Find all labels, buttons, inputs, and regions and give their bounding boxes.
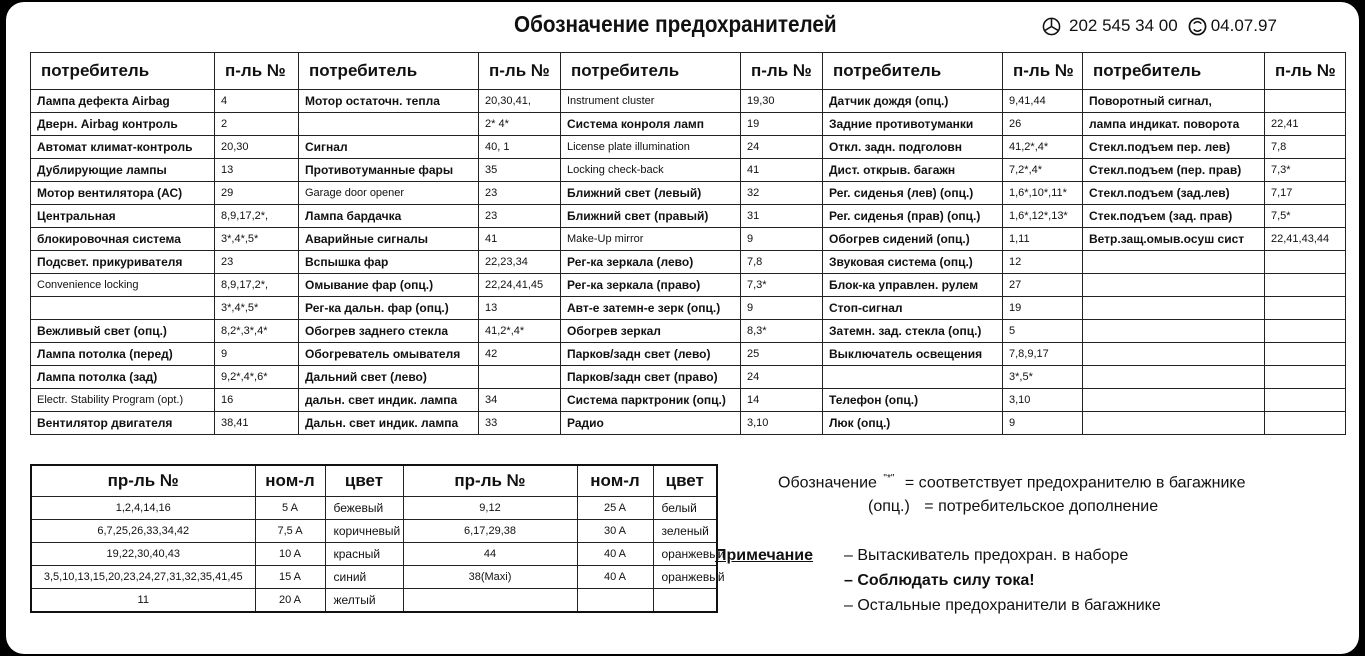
fuse-number-cell: 16 <box>215 389 299 412</box>
fuse-number-cell: 9 <box>741 297 823 320</box>
rating-cell: 40 A <box>577 566 653 589</box>
consumer-cell <box>1083 251 1265 274</box>
fuse-numbers-cell: 19,22,30,40,43 <box>31 543 255 566</box>
consumer-cell: Вентилятор двигателя <box>31 412 215 435</box>
table-row <box>31 90 1346 113</box>
consumer-cell: Дист. открыв. багажн <box>823 159 1003 182</box>
fuse-number-cell: 7,3* <box>741 274 823 297</box>
fuse-number-cell: 23 <box>479 205 561 228</box>
table-row <box>31 251 1346 274</box>
fuse-number-cell: 38,41 <box>215 412 299 435</box>
table-row <box>31 205 1346 228</box>
consumer-cell: Выключатель освещения <box>823 343 1003 366</box>
column-header: п-ль № <box>215 53 299 90</box>
fuse-number-cell: 3*,5* <box>1003 366 1083 389</box>
note-label: Примечание <box>715 547 814 564</box>
consumer-cell: Рег-ка дальн. фар (опц.) <box>299 297 479 320</box>
fuse-number-cell: 34 <box>479 389 561 412</box>
fuse-number-cell <box>1265 412 1346 435</box>
fuse-number-cell: 32 <box>741 182 823 205</box>
consumer-cell: Лампа бардачка <box>299 205 479 228</box>
fuse-number-cell: 12 <box>1003 251 1083 274</box>
fuse-number-cell: 9 <box>741 228 823 251</box>
fuse-number-cell: 22,41,43,44 <box>1265 228 1346 251</box>
fuse-number-cell: 22,41 <box>1265 113 1346 136</box>
consumer-cell: Вежливый свет (опц.) <box>31 320 215 343</box>
table-row <box>31 366 1346 389</box>
consumer-cell: Задние противотуманки <box>823 113 1003 136</box>
part-number: 202 545 34 00 <box>1069 16 1178 35</box>
part-number-line <box>1042 16 1277 36</box>
mercedes-star-icon <box>1042 17 1061 36</box>
rating-cell: 25 A <box>577 497 653 520</box>
consumer-cell: Затемн. зад. стекла (опц.) <box>823 320 1003 343</box>
fuse-number-cell: 31 <box>741 205 823 228</box>
fuse-number-cell: 41,2*,4* <box>479 320 561 343</box>
consumer-cell <box>31 297 215 320</box>
fuse-number-cell: 5 <box>1003 320 1083 343</box>
fuse-number-cell: 19,30 <box>741 90 823 113</box>
fuse-number-cell: 8,2*,3*,4* <box>215 320 299 343</box>
consumer-cell: License plate illumination <box>561 136 741 159</box>
legend-optional <box>868 498 1158 516</box>
legend-text: = соответствует предохранителю в багажнике <box>904 474 1246 492</box>
fuse-number-cell: 26 <box>1003 113 1083 136</box>
table-row <box>31 136 1346 159</box>
fuse-numbers-cell: 6,7,25,26,33,34,42 <box>31 520 255 543</box>
column-header: пр-ль № <box>31 465 255 497</box>
issue-date: 04.07.97 <box>1210 16 1277 35</box>
consumer-cell: Electr. Stability Program (opt.) <box>31 389 215 412</box>
consumer-cell: Система парктроник (опц.) <box>561 389 741 412</box>
consumer-cell: Рег. сиденья (прав) (опц.) <box>823 205 1003 228</box>
legend-symbol: "*" <box>883 473 895 484</box>
consumer-cell: Мотор вентилятора (АС) <box>31 182 215 205</box>
fuse-number-cell: 8,3* <box>741 320 823 343</box>
table-row <box>31 566 717 589</box>
consumer-cell: Стекл.подъем пер. лев) <box>1083 136 1265 159</box>
consumer-cell: Лампа потолка (перед) <box>31 343 215 366</box>
fuse-number-cell: 7,3* <box>1265 159 1346 182</box>
legend-text: = потребительское дополнение <box>924 498 1159 515</box>
consumer-cell: Откл. задн. подголовн <box>823 136 1003 159</box>
consumer-cell: Ветр.защ.омыв.осуш сист <box>1083 228 1265 251</box>
table-row <box>31 412 1346 435</box>
consumer-cell: Convenience locking <box>31 274 215 297</box>
legend-symbol: (опц.) <box>868 498 910 515</box>
fuse-number-cell: 7,8 <box>1265 136 1346 159</box>
fuse-number-cell: 7,8,9,17 <box>1003 343 1083 366</box>
rating-cell: 15 A <box>255 566 325 589</box>
column-header: п-ль № <box>1265 53 1346 90</box>
consumer-cell: Рег-ка зеркала (лево) <box>561 251 741 274</box>
consumer-cell: Подсвет. прикуривателя <box>31 251 215 274</box>
fuse-numbers-cell: 44 <box>403 543 577 566</box>
fuse-number-cell: 2* 4* <box>479 113 561 136</box>
consumer-cell <box>1083 412 1265 435</box>
consumer-cell: Мотор остаточн. тепла <box>299 90 479 113</box>
column-header: потребитель <box>561 53 741 90</box>
column-header: п-ль № <box>479 53 561 90</box>
consumer-cell: Поворотный сигнал, <box>1083 90 1265 113</box>
consumer-cell <box>1083 366 1265 389</box>
legend-designation <box>778 473 1245 492</box>
consumer-cell <box>1083 297 1265 320</box>
color-cell: бежевый <box>325 497 403 520</box>
consumer-cell: Обогрев зеркал <box>561 320 741 343</box>
consumer-cell: Ближний свет (правый) <box>561 205 741 228</box>
column-header: потребитель <box>31 53 215 90</box>
consumer-cell: Instrument cluster <box>561 90 741 113</box>
consumer-cell: Датчик дождя (опц.) <box>823 90 1003 113</box>
rating-cell: 20 A <box>255 589 325 613</box>
fuse-number-cell: 7,5* <box>1265 205 1346 228</box>
table-header-row <box>31 53 1346 90</box>
fuse-number-cell: 9,41,44 <box>1003 90 1083 113</box>
table-row <box>31 182 1346 205</box>
consumer-cell: Рег. сиденья (лев) (опц.) <box>823 182 1003 205</box>
fuse-card <box>6 2 1359 654</box>
fuse-number-cell: 14 <box>741 389 823 412</box>
fuse-number-cell: 35 <box>479 159 561 182</box>
consumer-cell: Радио <box>561 412 741 435</box>
fuse-number-cell: 24 <box>741 136 823 159</box>
table-row <box>31 320 1346 343</box>
fuse-rating-table <box>30 464 725 613</box>
fuse-number-cell: 4 <box>215 90 299 113</box>
fuse-number-cell: 24 <box>741 366 823 389</box>
color-cell: коричневый <box>325 520 403 543</box>
fuse-number-cell: 1,6*,12*,13* <box>1003 205 1083 228</box>
color-cell: желтый <box>325 589 403 613</box>
column-header: ном-л <box>255 465 325 497</box>
consumer-cell: Обогрев заднего стекла <box>299 320 479 343</box>
table-row <box>31 589 717 613</box>
table-row <box>31 497 717 520</box>
consumer-cell: Парков/задн свет (лево) <box>561 343 741 366</box>
fuse-number-cell <box>1265 274 1346 297</box>
consumer-cell: лампа индикат. поворота <box>1083 113 1265 136</box>
fuse-number-cell <box>1265 90 1346 113</box>
color-cell: синий <box>325 566 403 589</box>
fuse-number-cell: 7,2*,4* <box>1003 159 1083 182</box>
note-item: – Соблюдать силу тока! <box>844 572 1035 589</box>
color-cell <box>653 589 717 613</box>
table-row <box>31 228 1346 251</box>
consumer-cell: Лампа дефекта Airbag <box>31 90 215 113</box>
fuse-number-cell: 22,24,41,45 <box>479 274 561 297</box>
consumer-cell <box>1083 343 1265 366</box>
consumer-cell: Стекл.подъем (пер. прав) <box>1083 159 1265 182</box>
fuse-number-cell: 7,8 <box>741 251 823 274</box>
fuse-number-cell: 3*,4*,5* <box>215 228 299 251</box>
color-cell: белый <box>653 497 717 520</box>
rating-cell: 40 A <box>577 543 653 566</box>
consumer-cell: Дверн. Airbag контроль <box>31 113 215 136</box>
fuse-number-cell <box>1265 297 1346 320</box>
fuse-number-cell <box>1265 343 1346 366</box>
fuse-number-cell: 25 <box>741 343 823 366</box>
legend-label: Обозначение <box>778 474 877 492</box>
table-row <box>31 343 1346 366</box>
consumer-cell: Обогреватель омывателя <box>299 343 479 366</box>
fuse-numbers-cell: 38(Maxi) <box>403 566 577 589</box>
consumer-cell: Вспышка фар <box>299 251 479 274</box>
fuse-numbers-cell: 3,5,10,13,15,20,23,24,27,31,32,35,41,45 <box>31 566 255 589</box>
fuse-number-cell: 33 <box>479 412 561 435</box>
consumer-cell: Блок-ка управлен. рулем <box>823 274 1003 297</box>
table-row <box>31 274 1346 297</box>
consumer-cell: Дублирующие лампы <box>31 159 215 182</box>
consumer-cell: Люк (опц.) <box>823 412 1003 435</box>
consumer-cell: Стоп-сигнал <box>823 297 1003 320</box>
fuse-number-cell: 29 <box>215 182 299 205</box>
fuse-number-cell: 19 <box>741 113 823 136</box>
rating-cell <box>577 589 653 613</box>
fuse-number-cell: 3,10 <box>741 412 823 435</box>
fuse-number-cell <box>1265 389 1346 412</box>
fuse-numbers-cell: 1,2,4,14,16 <box>31 497 255 520</box>
fuse-number-cell: 22,23,34 <box>479 251 561 274</box>
consumer-cell: Обогрев сидений (опц.) <box>823 228 1003 251</box>
column-header: ном-л <box>577 465 653 497</box>
rating-cell: 30 A <box>577 520 653 543</box>
consumer-cell <box>299 113 479 136</box>
fuse-number-cell: 19 <box>1003 297 1083 320</box>
table-row <box>31 543 717 566</box>
consumer-cell: Аварийные сигналы <box>299 228 479 251</box>
fuse-number-cell: 7,17 <box>1265 182 1346 205</box>
consumer-cell: Противотуманные фары <box>299 159 479 182</box>
consumer-cell: дальн. свет индик. лампа <box>299 389 479 412</box>
table-row <box>31 389 1346 412</box>
column-header: цвет <box>653 465 717 497</box>
fuse-numbers-cell <box>403 589 577 613</box>
column-header: потребитель <box>299 53 479 90</box>
fuse-numbers-cell: 9,12 <box>403 497 577 520</box>
consumer-cell: Звуковая система (опц.) <box>823 251 1003 274</box>
fuse-number-cell: 13 <box>479 297 561 320</box>
color-cell: зеленый <box>653 520 717 543</box>
color-cell: оранжевый <box>653 566 717 589</box>
rating-cell: 10 A <box>255 543 325 566</box>
consumer-cell: Дальний свет (лево) <box>299 366 479 389</box>
fuse-number-cell <box>1265 320 1346 343</box>
consumer-fuse-table <box>30 52 1346 435</box>
consumer-cell: Дальн. свет индик. лампа <box>299 412 479 435</box>
column-header: потребитель <box>1083 53 1265 90</box>
fuse-number-cell: 1,11 <box>1003 228 1083 251</box>
fuse-number-cell: 13 <box>215 159 299 182</box>
fuse-number-cell: 3,10 <box>1003 389 1083 412</box>
fuse-number-cell: 40, 1 <box>479 136 561 159</box>
consumer-cell: Garage door opener <box>299 182 479 205</box>
table-row <box>31 520 717 543</box>
color-cell: красный <box>325 543 403 566</box>
fuse-number-cell: 23 <box>215 251 299 274</box>
fuse-number-cell: 2 <box>215 113 299 136</box>
note-item: – Остальные предохранители в багажнике <box>844 597 1161 614</box>
consumer-cell: Лампа потолка (зад) <box>31 366 215 389</box>
date-stamp-icon <box>1188 17 1207 36</box>
fuse-number-cell <box>1265 251 1346 274</box>
fuse-number-cell: 41 <box>479 228 561 251</box>
consumer-cell: Автомат климат-контроль <box>31 136 215 159</box>
fuse-number-cell: 41 <box>741 159 823 182</box>
column-header: цвет <box>325 465 403 497</box>
table-header-row <box>31 465 717 497</box>
table-row <box>31 297 1346 320</box>
fuse-number-cell: 42 <box>479 343 561 366</box>
table-row <box>31 159 1346 182</box>
column-header: п-ль № <box>1003 53 1083 90</box>
consumer-cell: Стек.подъем (зад. прав) <box>1083 205 1265 228</box>
rating-cell: 5 A <box>255 497 325 520</box>
consumer-cell: блокировочная система <box>31 228 215 251</box>
color-cell: оранжевый <box>653 543 717 566</box>
fuse-number-cell: 20,30,41, <box>479 90 561 113</box>
page-title: Обозначение предохранителей <box>514 11 837 37</box>
rating-cell: 7,5 A <box>255 520 325 543</box>
fuse-number-cell: 41,2*,4* <box>1003 136 1083 159</box>
fuse-number-cell: 1,6*,10*,11* <box>1003 182 1083 205</box>
fuse-number-cell: 9 <box>215 343 299 366</box>
fuse-number-cell: 27 <box>1003 274 1083 297</box>
consumer-cell: Омывание фар (опц.) <box>299 274 479 297</box>
fuse-numbers-cell: 11 <box>31 589 255 613</box>
fuse-number-cell: 8,9,17,2*, <box>215 274 299 297</box>
consumer-cell: Сигнал <box>299 136 479 159</box>
column-header: п-ль № <box>741 53 823 90</box>
consumer-cell: Парков/задн свет (право) <box>561 366 741 389</box>
consumer-cell: Стекл.подъем (зад.лев) <box>1083 182 1265 205</box>
note-item: – Вытаскиватель предохран. в наборе <box>844 547 1129 564</box>
consumer-cell <box>1083 320 1265 343</box>
consumer-cell: Locking check-back <box>561 159 741 182</box>
consumer-cell <box>1083 389 1265 412</box>
fuse-number-cell <box>479 366 561 389</box>
fuse-number-cell: 20,30 <box>215 136 299 159</box>
consumer-cell: Система конроля ламп <box>561 113 741 136</box>
consumer-cell: Make-Up mirror <box>561 228 741 251</box>
table-row <box>31 113 1346 136</box>
fuse-number-cell: 9 <box>1003 412 1083 435</box>
consumer-cell: Рег-ка зеркала (право) <box>561 274 741 297</box>
consumer-cell: Ближний свет (левый) <box>561 182 741 205</box>
fuse-numbers-cell: 6,17,29,38 <box>403 520 577 543</box>
column-header: потребитель <box>823 53 1003 90</box>
column-header: пр-ль № <box>403 465 577 497</box>
consumer-cell: Авт-е затемн-е зерк (опц.) <box>561 297 741 320</box>
fuse-number-cell: 3*,4*,5* <box>215 297 299 320</box>
fuse-number-cell: 23 <box>479 182 561 205</box>
consumer-cell: Центральная <box>31 205 215 228</box>
consumer-cell <box>823 366 1003 389</box>
fuse-number-cell: 9,2*,4*,6* <box>215 366 299 389</box>
consumer-cell <box>1083 274 1265 297</box>
fuse-number-cell: 8,9,17,2*, <box>215 205 299 228</box>
consumer-cell: Телефон (опц.) <box>823 389 1003 412</box>
fuse-number-cell <box>1265 366 1346 389</box>
